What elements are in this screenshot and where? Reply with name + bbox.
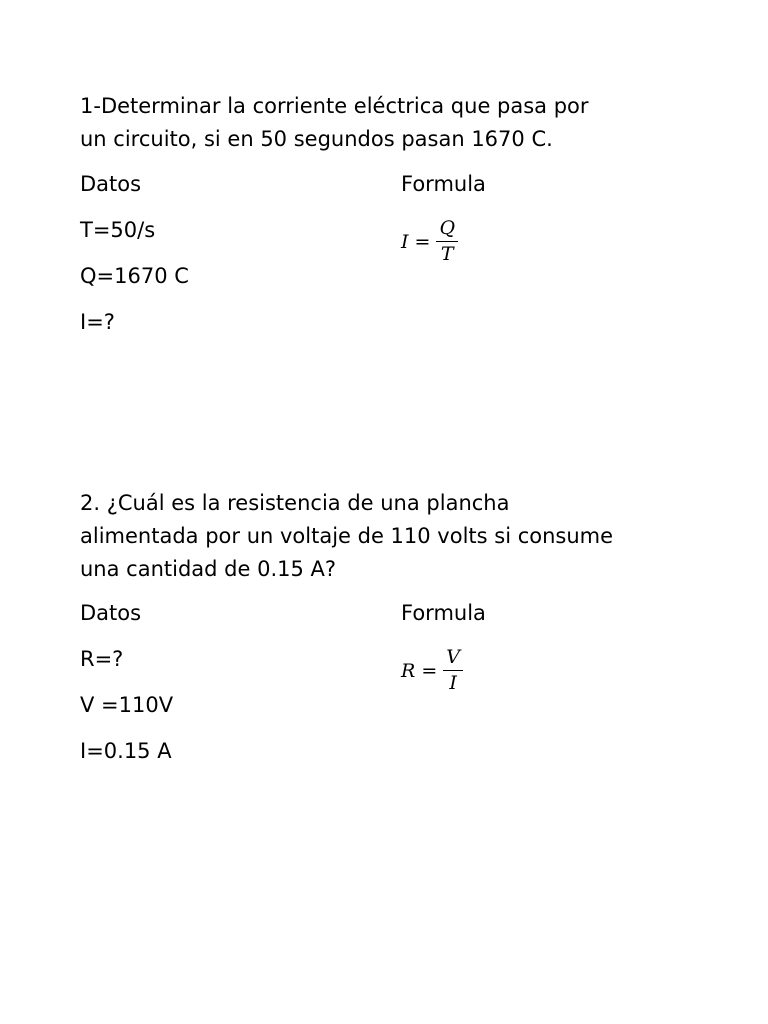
problem-2-statement-line-2: alimentada por un voltaje de 110 volts si consume — [80, 524, 614, 548]
problem-2-statement-line-3: una cantidad de 0.15 A? — [80, 557, 337, 581]
problem-1-statement-line-1: 1-Determinar la corriente eléctrica que pasa por — [80, 94, 589, 118]
problem-2-dato-resistance: R=? — [80, 647, 124, 671]
problem-1-dato-charge: Q=1670 C — [80, 264, 189, 288]
formula-equals: = — [421, 659, 438, 682]
formula-numerator: V — [443, 647, 463, 671]
formula-lhs: I — [401, 230, 409, 253]
problem-1-statement-line-2: un circuito, si en 50 segundos pasan 1670 C. — [80, 127, 553, 151]
formula-lhs: R — [401, 659, 416, 682]
problem-1-datos-heading: Datos — [80, 172, 142, 196]
problem-2-formula — [401, 647, 463, 694]
problem-2-dato-current: I=0.15 A — [80, 739, 172, 763]
problem-2-statement-line-1: 2. ¿Cuál es la resistencia de una plancha — [80, 491, 510, 515]
problem-1-dato-current: I=? — [80, 310, 115, 334]
problem-1-dato-time: T=50/s — [80, 218, 156, 242]
formula-fraction — [443, 647, 463, 694]
formula-numerator: Q — [436, 218, 458, 242]
problem-2-datos-heading: Datos — [80, 601, 142, 625]
formula-fraction — [436, 218, 458, 265]
formula-denominator: I — [449, 672, 457, 694]
problem-1-formula — [401, 218, 458, 265]
formula-equals: = — [414, 230, 431, 253]
problem-1-formula-heading: Formula — [401, 172, 486, 196]
problem-2-dato-voltage: V =110V — [80, 693, 174, 717]
problem-2-formula-heading: Formula — [401, 601, 486, 625]
formula-denominator: T — [440, 243, 454, 265]
